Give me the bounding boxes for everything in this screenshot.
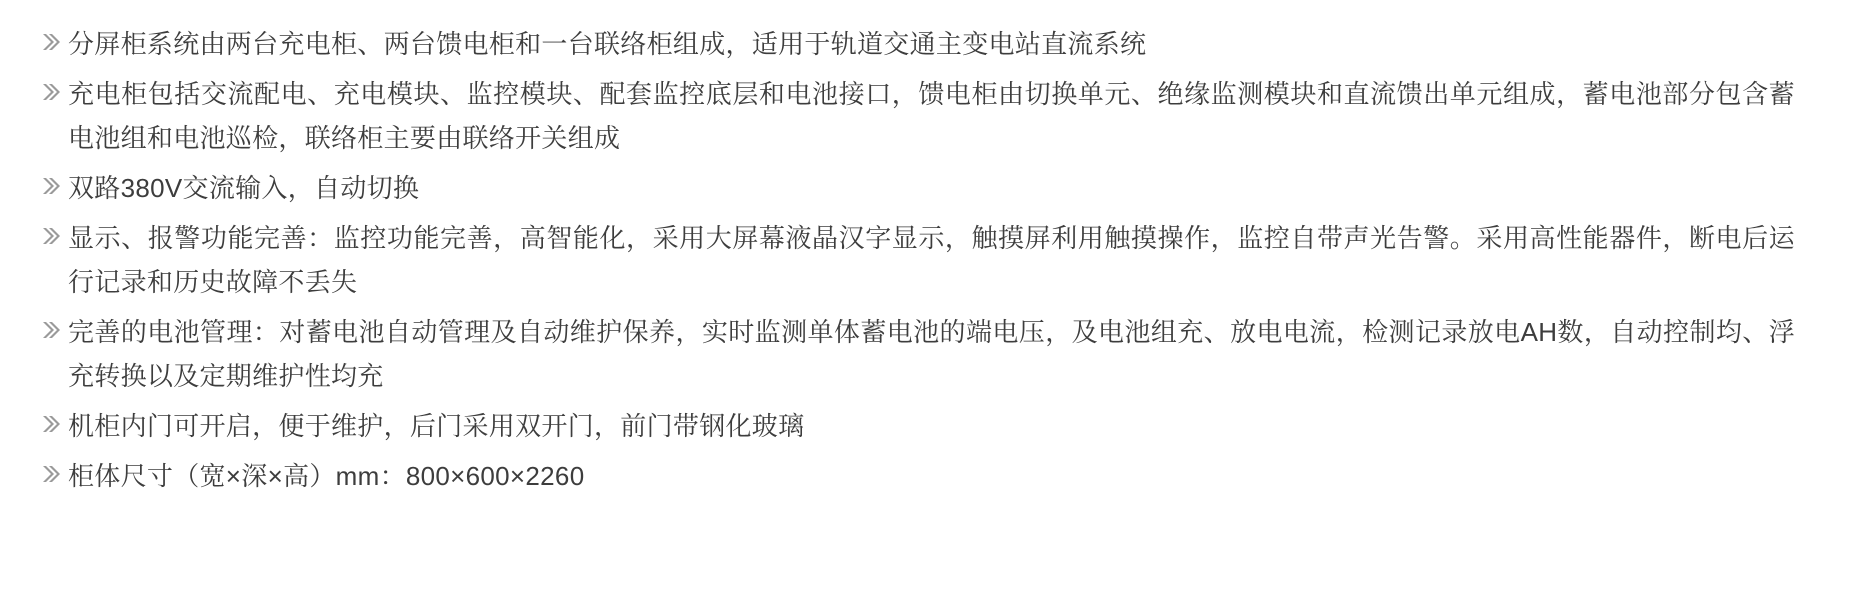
double-chevron-right-icon	[34, 72, 68, 116]
double-chevron-right-icon	[34, 216, 68, 260]
list-item-text: 柜体尺寸（宽×深×高）mm：800×600×2260	[68, 461, 585, 491]
list-item-text: 双路380V交流输入，自动切换	[68, 173, 420, 203]
double-chevron-right-icon	[34, 310, 68, 354]
list-item	[34, 310, 1825, 398]
list-item-text: 充电柜包括交流配电、充电模块、监控模块、配套监控底层和电池接口，馈电柜由切换单元、绝缘监测模块和直流馈出单元组成，蓄电池部分包含蓄电池组和电池巡检，联络柜主要由联络开关组成	[68, 79, 1795, 153]
list-item-text: 完善的电池管理：对蓄电池自动管理及自动维护保养，实时监测单体蓄电池的端电压，及电池组充、放电电流，检测记录放电AH数，自动控制均、浮充转换以及定期维护性均充	[68, 317, 1795, 391]
list-item	[34, 216, 1825, 304]
list-item	[34, 166, 1825, 210]
list-item	[34, 404, 1825, 448]
list-item-text: 显示、报警功能完善：监控功能完善，高智能化，采用大屏幕液晶汉字显示，触摸屏利用触摸操作，监控自带声光告警。采用高性能器件，断电后运行记录和历史故障不丢失	[68, 223, 1795, 297]
list-item-text: 机柜内门可开启，便于维护，后门采用双开门，前门带钢化玻璃	[68, 411, 805, 441]
double-chevron-right-icon	[34, 166, 68, 210]
list-item	[34, 72, 1825, 160]
double-chevron-right-icon	[34, 22, 68, 66]
double-chevron-right-icon	[34, 454, 68, 498]
list-item	[34, 454, 1825, 498]
list-item-text: 分屏柜系统由两台充电柜、两台馈电柜和一台联络柜组成，适用于轨道交通主变电站直流系统	[68, 29, 1147, 59]
list-item	[34, 22, 1825, 66]
double-chevron-right-icon	[34, 404, 68, 448]
